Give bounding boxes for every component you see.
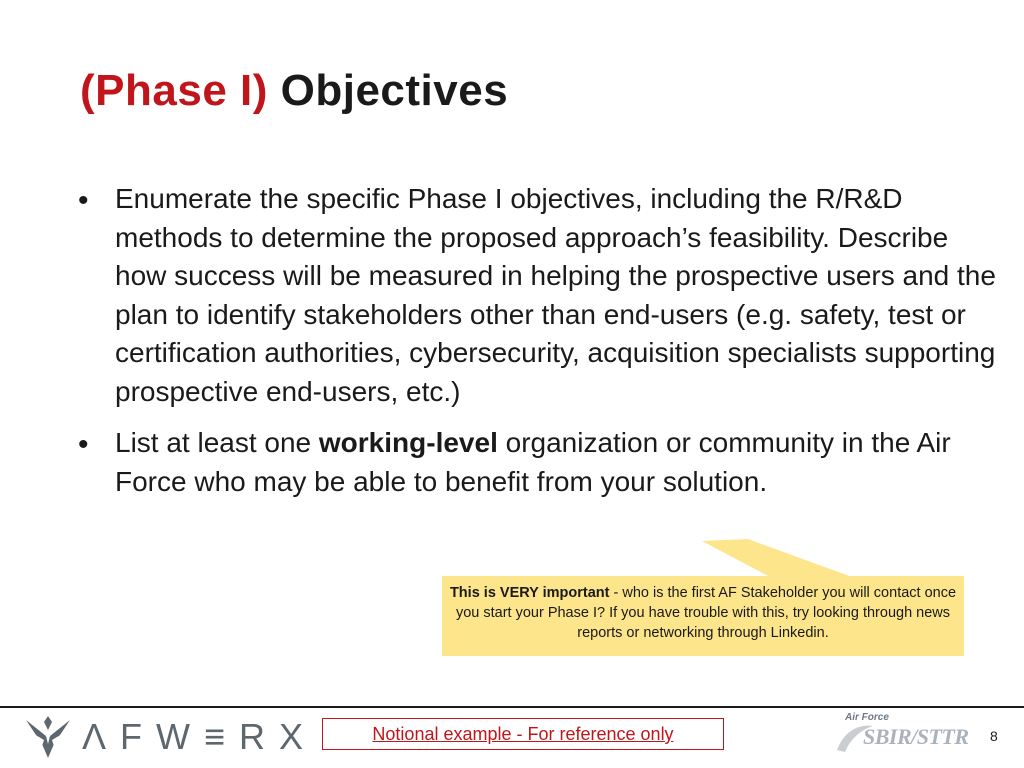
page-number: 8 [990, 728, 998, 744]
notional-disclaimer [322, 718, 724, 750]
bullet-text-bold: working-level [318, 427, 498, 458]
bullet-item-objectives [78, 180, 998, 411]
bullet-text: Enumerate the specific Phase I objectives, including the R/R&D methods to determine the proposed approach’s feasibility. Describe how success will be measured in helping the prospective users and the plan to identify stakeholders other than end-users (e.g. safety, test or certification authorities, cybersecurity, acquisition specialists supporting prospective end-users, etc.) [115, 183, 996, 407]
bullet-dot-icon: • [78, 428, 89, 461]
sbir-sttr-logo [835, 712, 975, 758]
bullet-dot-icon: • [78, 184, 89, 217]
bullet-text-after: organization or community in the Air Force who may be able to benefit from your solution. [115, 427, 951, 497]
footer-divider [0, 706, 1024, 708]
notional-text: Notional example - For reference only [372, 724, 674, 744]
title-main: Objectives [280, 66, 509, 115]
afwerx-logo-text: ΛFW≡RX [82, 716, 318, 757]
bullet-text-before: List at least one [115, 427, 319, 458]
air-force-wing-icon [24, 714, 72, 760]
callout-note [442, 576, 964, 656]
sbir-main-label: SBIR/STTR [863, 724, 969, 749]
bullet-list [78, 180, 998, 501]
title-phase: (Phase I) [80, 66, 268, 115]
callout-bold: This is VERY important [449, 585, 610, 601]
sbir-small-label: Air Force [845, 712, 889, 723]
callout-text: - who is the first AF Stakeholder you will contact once you start your Phase I? If you have trouble with this, try looking through news reports or networking through Linkedin. [455, 585, 957, 641]
bullet-item-organization [78, 424, 998, 501]
slide-title [80, 66, 508, 116]
